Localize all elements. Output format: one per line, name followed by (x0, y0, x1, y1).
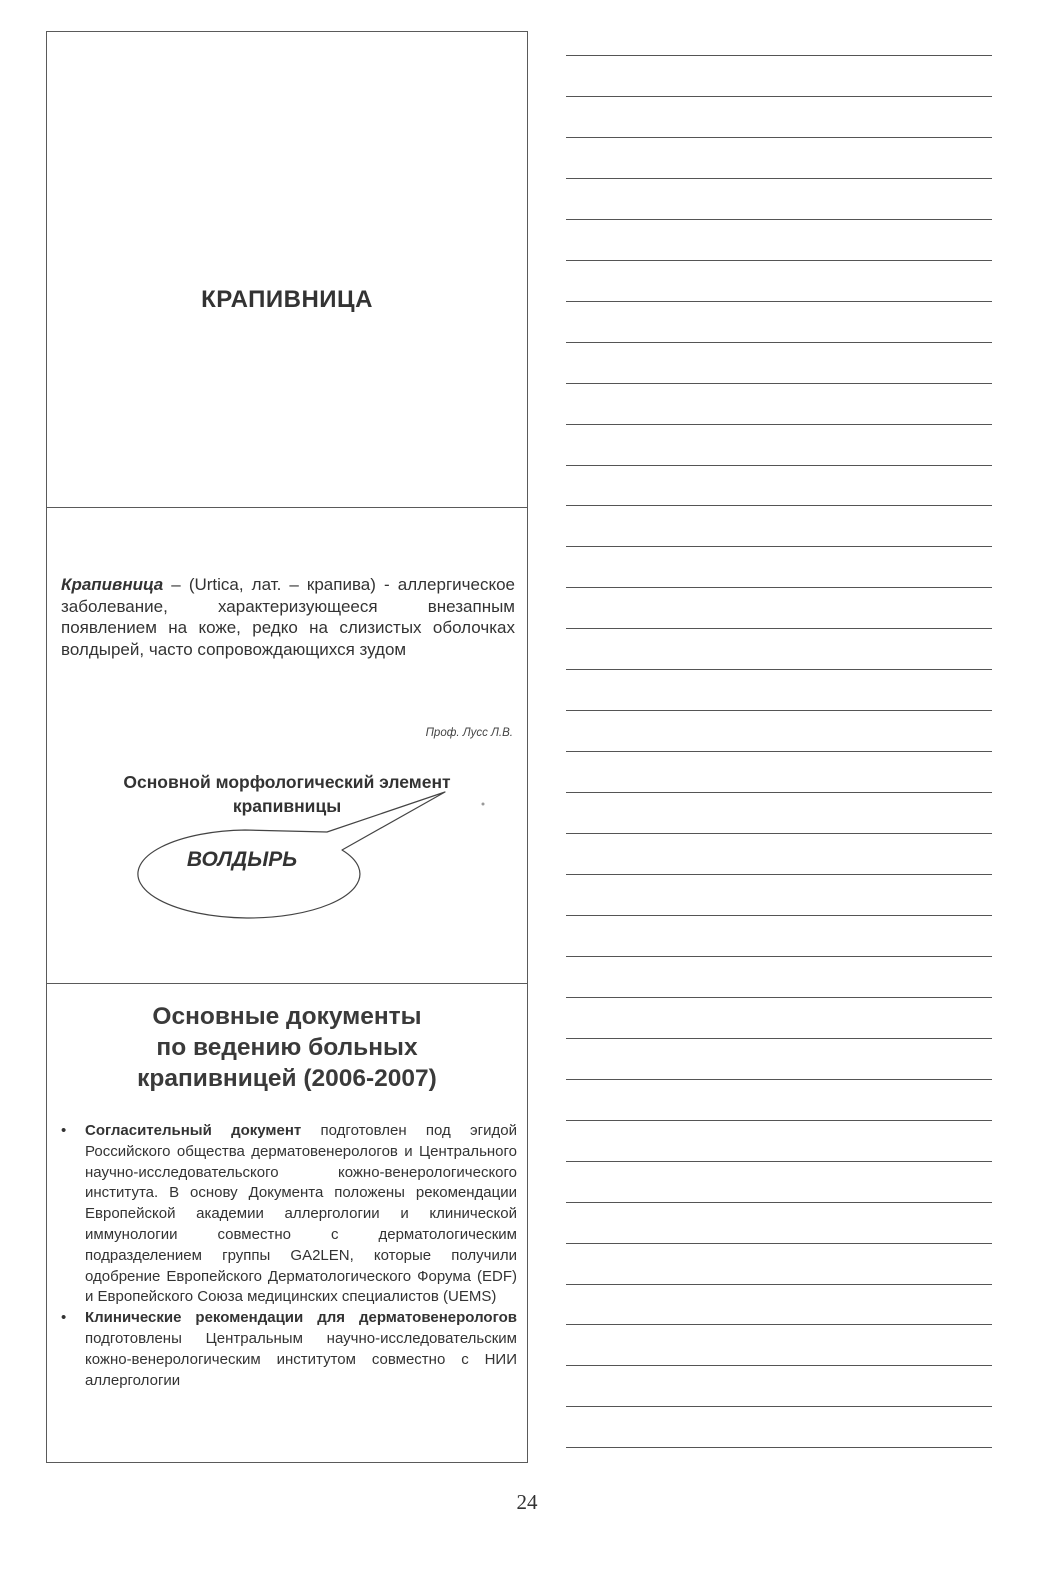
ruled-line (566, 587, 992, 588)
ruled-line (566, 465, 992, 466)
ruled-line (566, 505, 992, 506)
documents-list (61, 1121, 517, 1391)
documents-heading (47, 1001, 527, 1094)
speck-mark (482, 803, 485, 806)
morphology-heading-line2: крапивницы (232, 796, 342, 816)
ruled-line (566, 1284, 992, 1285)
ruled-line (566, 1202, 992, 1203)
ruled-line (566, 833, 992, 834)
list-item (61, 1308, 517, 1391)
ruled-line (566, 1243, 992, 1244)
ruled-line (566, 956, 992, 957)
bubble-word: ВОЛДЫРЬ (186, 848, 298, 871)
ruled-line (566, 1406, 992, 1407)
definition-author: Проф. Лусс Л.В. (425, 727, 513, 739)
definition-term: Крапивница (61, 575, 164, 594)
ruled-line (566, 301, 992, 302)
ruled-line (566, 1161, 992, 1162)
documents-heading-line2: по ведению больных (156, 1034, 418, 1061)
ruled-line (566, 55, 992, 56)
ruled-line (566, 792, 992, 793)
page-number: 24 (516, 1490, 538, 1514)
list-item-bold: Клинические рекомендации для дерматовенерологов (85, 1309, 517, 1327)
ruled-line (566, 1447, 992, 1448)
list-item-bold: Согласительный документ (85, 1122, 302, 1139)
bullet-marker: • (61, 1309, 67, 1327)
ruled-line (566, 260, 992, 261)
list-item-text: подготовлен под эгидой Российского общества дерматовенерологов и Центрального научно-исследовательского кожно-венерологического института. В основу Документа положены рекомендации Европейской академии аллергологии и клинической иммунологии совместно с дерматологическим подразделением группы GA2LEN, которые получили одобрение Европейского Дерматологического Форума (EDF) и Европейского Союза медицинских специалистов (UEMS) (85, 1122, 517, 1306)
ruled-line (566, 1038, 992, 1039)
list-item (61, 1121, 517, 1308)
morphology-heading-line1: Основной морфологический элемент (123, 772, 451, 792)
slide-documents (47, 984, 527, 1462)
documents-heading-line3: крапивницей (2006-2007) (137, 1065, 437, 1092)
ruled-line (566, 342, 992, 343)
ruled-line (566, 96, 992, 97)
ruled-line (566, 669, 992, 670)
ruled-line (566, 915, 992, 916)
notes-ruled-lines (566, 0, 992, 1500)
ruled-line (566, 546, 992, 547)
ruled-line (566, 1365, 992, 1366)
speech-bubble (47, 508, 527, 983)
list-item-text: подготовлены Центральным научно-исследовательским кожно-венерологическим институтом совместно с НИИ аллергологии (85, 1329, 517, 1389)
definition-text: – (Urtica, лат. – крапива) - аллергическое заболевание, характеризующееся внезапным появлением на коже, редко на слизистых оболочках волдырей, часто сопровождающихся зудом (61, 575, 515, 659)
ruled-line (566, 219, 992, 220)
ruled-line (566, 710, 992, 711)
ruled-line (566, 751, 992, 752)
ruled-line (566, 137, 992, 138)
ruled-line (566, 178, 992, 179)
ruled-line (566, 628, 992, 629)
ruled-line (566, 997, 992, 998)
ruled-line (566, 874, 992, 875)
bullet-marker: • (61, 1122, 67, 1139)
documents-heading-line1: Основные документы (152, 1003, 422, 1030)
ruled-line (566, 1079, 992, 1080)
slides-column (46, 31, 528, 1463)
ruled-line (566, 383, 992, 384)
ruled-line (566, 1324, 992, 1325)
ruled-line (566, 424, 992, 425)
slide-definition (47, 508, 527, 984)
slide-title (47, 32, 527, 508)
ruled-line (566, 1120, 992, 1121)
slide-title-heading: КРАПИВНИЦА (201, 286, 373, 313)
